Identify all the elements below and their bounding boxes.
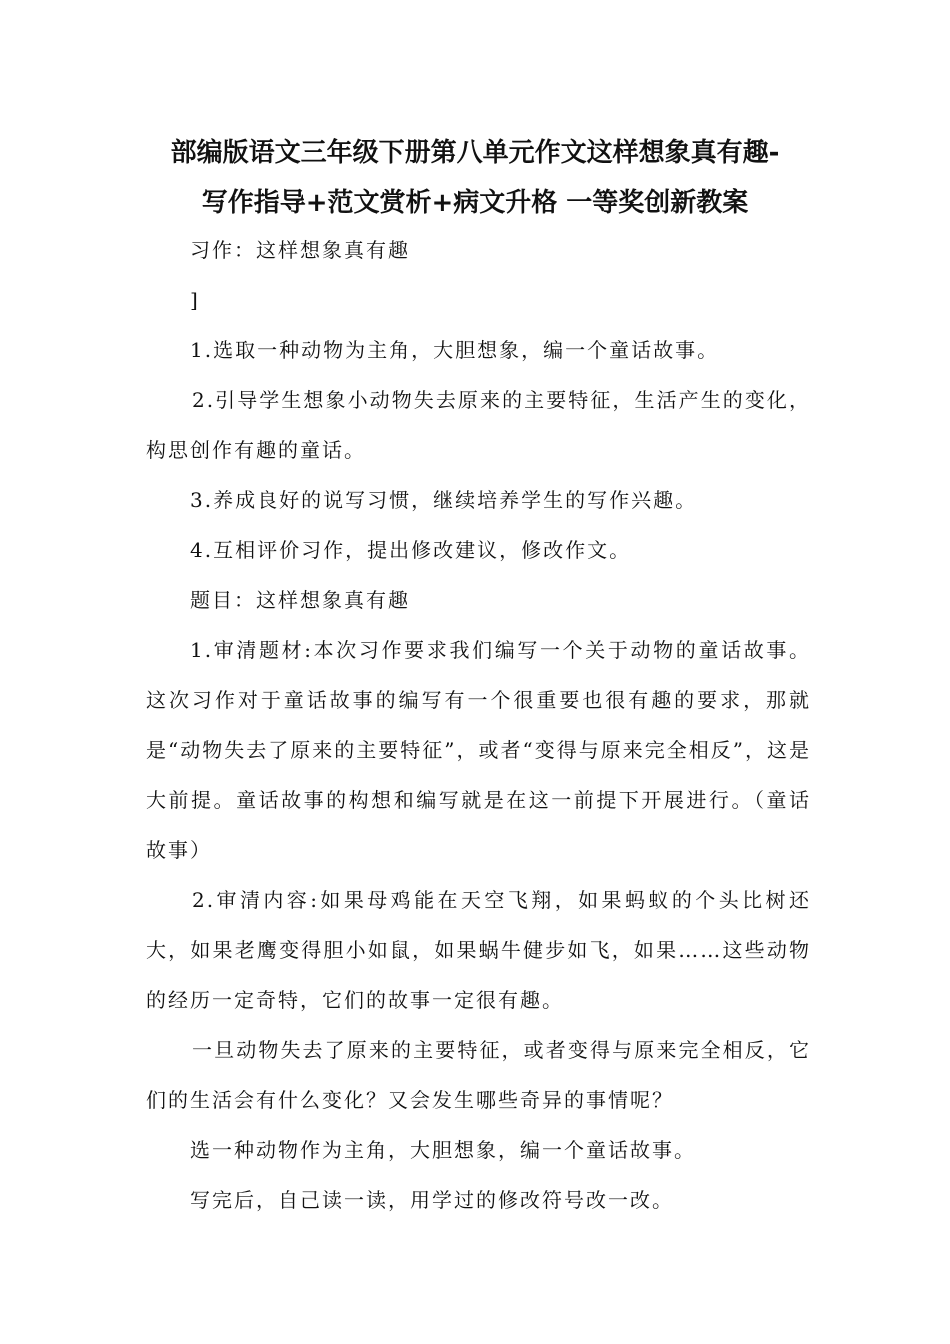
paragraph-instruction: 选一种动物作为主角，大胆想象，编一个童话故事。: [190, 1138, 696, 1162]
paragraph-change: 一旦动物失去了原来的主要特征，或者变得与原来完全相反，它们的生活会有什么变化？又会发生哪些奇异的事情呢？: [146, 1038, 811, 1112]
document-title-line-2: 写作指导+范文赏析+病文升格 一等奖创新教案: [201, 188, 749, 218]
paragraph-topic: 题目：这样想象真有趣: [190, 588, 410, 612]
document-title-line-1: 部编版语文三年级下册第八单元作文这样想象真有趣-: [170, 138, 780, 168]
paragraph-goal-2: 2.引导学生想象小动物失去原来的主要特征，生活产生的变化，构思创作有趣的童话。: [146, 388, 811, 462]
paragraph-goal-1: 1.选取一种动物为主角，大胆想象，编一个童话故事。: [190, 338, 720, 362]
paragraph-exercise-heading: 习作：这样想象真有趣: [190, 238, 410, 262]
paragraph-bracket: ]: [190, 288, 200, 312]
paragraph-revise: 写完后，自己读一读，用学过的修改符号改一改。: [190, 1188, 674, 1212]
paragraph-review-content: 2.审清内容:如果母鸡能在天空飞翔，如果蚂蚁的个头比树还大，如果老鹰变得胆小如鼠，如果蜗牛健步如飞，如果……这些动物的经历一定奇特，它们的故事一定很有趣。: [146, 888, 811, 1012]
paragraph-goal-3: 3.养成良好的说写习惯，继续培养学生的写作兴趣。: [190, 488, 698, 512]
paragraph-goal-4: 4.互相评价习作，提出修改建议，修改作文。: [190, 538, 632, 562]
paragraph-review-material: 1.审清题材:本次习作要求我们编写一个关于动物的童话故事。这次习作对于童话故事的编写有一个很重要也很有趣的要求，那就是“动物失去了原来的主要特征”，或者“变得与原来完全相反”，这是大前提。童话故事的构想和编写就是在这一前提下开展进行。（童话故事）: [146, 638, 811, 862]
